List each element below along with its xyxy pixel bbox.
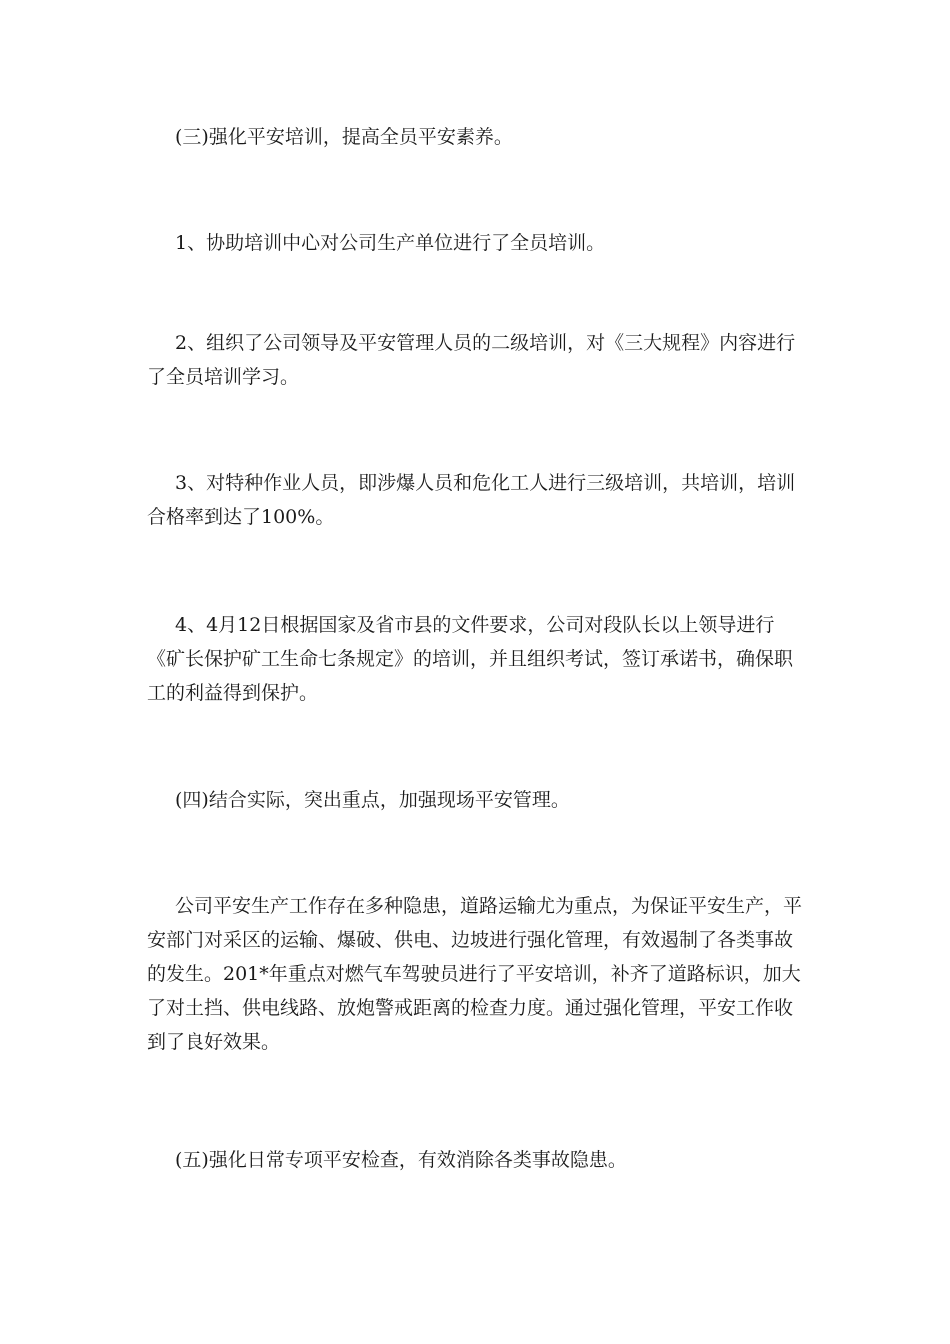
text-line: 4、4月12日根据国家及省市县的文件要求，公司对段队长以上领导进行 [175, 614, 775, 636]
section-heading-3 [145, 120, 805, 154]
text-line: 了全员培训学习。 [147, 366, 300, 388]
text-line: 公司平安生产工作存在多种隐患，道路运输尤为重点，为保证平安生产，平 [175, 895, 803, 917]
text-line: (五)强化日常专项平安检查，有效消除各类事故隐患。 [175, 1149, 627, 1171]
section-heading-5 [145, 1143, 805, 1177]
list-item-3 [145, 466, 805, 534]
section-heading-4 [145, 783, 805, 817]
text-line: (四)结合实际，突出重点，加强现场平安管理。 [175, 789, 570, 811]
list-item-2 [145, 326, 805, 394]
body-paragraph [145, 889, 805, 1059]
text-line: 《矿长保护矿工生命七条规定》的培训，并且组织考试，签订承诺书，确保职 [147, 648, 794, 670]
text-line: 1、协助培训中心对公司生产单位进行了全员培训。 [175, 232, 606, 254]
text-line: 合格率到达了100%。 [147, 506, 335, 528]
text-line: 到了良好效果。 [147, 1031, 281, 1053]
text-line: 2、组织了公司领导及平安管理人员的二级培训，对《三大规程》内容进行 [175, 332, 796, 354]
list-item-1 [145, 226, 805, 260]
list-item-4 [145, 608, 805, 710]
text-line: 3、对特种作业人员，即涉爆人员和危化工人进行三级培训，共培训，培训 [175, 472, 796, 494]
text-line: 安部门对采区的运输、爆破、供电、边坡进行强化管理，有效遏制了各类事故 [147, 929, 794, 951]
text-line: 的发生。201*年重点对燃气车驾驶员进行了平安培训，补齐了道路标识，加大 [147, 963, 801, 985]
text-line: 了对土挡、供电线路、放炮警戒距离的检查力度。通过强化管理，平安工作收 [147, 997, 794, 1019]
text-line: 工的利益得到保护。 [147, 682, 319, 704]
text-line: (三)强化平安培训，提高全员平安素养。 [175, 126, 513, 148]
